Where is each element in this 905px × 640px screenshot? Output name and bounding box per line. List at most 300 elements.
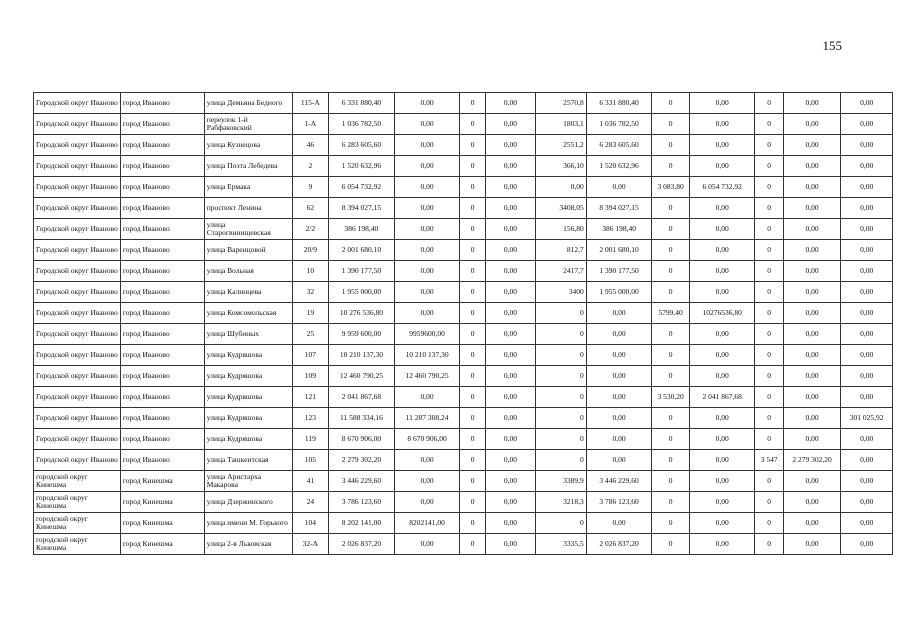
count-cell: 0: [460, 219, 485, 240]
area-cell: 0: [652, 282, 689, 303]
amount-cell: 0,00: [485, 261, 536, 282]
amount-cell: 0,00: [394, 534, 460, 555]
amount-cell: 0,00: [783, 177, 841, 198]
table-row: [34, 534, 893, 555]
municipality-cell: Городской округ Иваново: [34, 324, 121, 345]
area-cell: 0: [755, 345, 783, 366]
area-cell: 0: [536, 387, 587, 408]
table-row: [34, 177, 893, 198]
amount-cell: 0,00: [586, 345, 652, 366]
area-cell: 0: [652, 366, 689, 387]
total-cost-cell: 2 041 867,68: [329, 387, 395, 408]
area-cell: 812,7: [536, 240, 587, 261]
amount-cell: 0,00: [841, 303, 893, 324]
amount-cell: 0,00: [689, 429, 755, 450]
amount-cell: 3 446 229,60: [586, 471, 652, 492]
amount-cell: 9959600,00: [394, 324, 460, 345]
amount-cell: 0,00: [689, 534, 755, 555]
locality-cell: город Иваново: [120, 177, 204, 198]
locality-cell: город Иваново: [120, 114, 204, 135]
amount-cell: 0,00: [689, 135, 755, 156]
street-cell: улица Аристарха Макарова: [204, 471, 292, 492]
amount-cell: 10276536,80: [689, 303, 755, 324]
amount-cell: 0,00: [485, 513, 536, 534]
municipality-cell: Городской округ Иваново: [34, 303, 121, 324]
amount-cell: 0,00: [394, 240, 460, 261]
amount-cell: 11 287 308,24: [394, 408, 460, 429]
table-body: [34, 93, 893, 555]
total-cost-cell: 8 394 027,15: [329, 198, 395, 219]
amount-cell: 0,00: [394, 156, 460, 177]
house-number-cell: 123: [292, 408, 328, 429]
amount-cell: 301 025,92: [841, 408, 893, 429]
area-cell: 5799,40: [652, 303, 689, 324]
area-cell: 0: [536, 366, 587, 387]
house-number-cell: 25: [292, 324, 328, 345]
municipality-cell: Городской округ Иваново: [34, 177, 121, 198]
area-cell: 3 547: [755, 450, 783, 471]
amount-cell: 0,00: [485, 135, 536, 156]
house-number-cell: 109: [292, 366, 328, 387]
amount-cell: 0,00: [485, 198, 536, 219]
total-cost-cell: 10 276 536,80: [329, 303, 395, 324]
count-cell: 0: [460, 282, 485, 303]
area-cell: 0: [755, 198, 783, 219]
count-cell: 0: [460, 240, 485, 261]
area-cell: 0: [536, 429, 587, 450]
locality-cell: город Иваново: [120, 345, 204, 366]
amount-cell: 0,00: [485, 471, 536, 492]
house-number-cell: 10: [292, 261, 328, 282]
amount-cell: 1 955 000,00: [586, 282, 652, 303]
amount-cell: 0,00: [485, 429, 536, 450]
house-number-cell: 20/9: [292, 240, 328, 261]
amount-cell: 0,00: [841, 513, 893, 534]
area-cell: 0: [755, 156, 783, 177]
locality-cell: город Иваново: [120, 198, 204, 219]
total-cost-cell: 2 026 837,20: [329, 534, 395, 555]
area-cell: 0: [755, 471, 783, 492]
amount-cell: 2 041 867,68: [689, 387, 755, 408]
amount-cell: 0,00: [485, 303, 536, 324]
area-cell: 0: [652, 198, 689, 219]
amount-cell: 1 520 632,96: [586, 156, 652, 177]
municipality-cell: Городской округ Иваново: [34, 450, 121, 471]
street-cell: улица Комсомольская: [204, 303, 292, 324]
amount-cell: 0,00: [783, 198, 841, 219]
locality-cell: город Кинешма: [120, 534, 204, 555]
amount-cell: 0,00: [586, 429, 652, 450]
table-row: [34, 135, 893, 156]
amount-cell: 0,00: [586, 303, 652, 324]
area-cell: 2551,2: [536, 135, 587, 156]
amount-cell: 0,00: [394, 219, 460, 240]
amount-cell: 0,00: [841, 261, 893, 282]
area-cell: 156,80: [536, 219, 587, 240]
table-row: [34, 93, 893, 114]
amount-cell: 0,00: [689, 408, 755, 429]
amount-cell: 0,00: [783, 303, 841, 324]
amount-cell: 0,00: [841, 135, 893, 156]
area-cell: 0: [536, 345, 587, 366]
amount-cell: 0,00: [586, 366, 652, 387]
amount-cell: 0,00: [394, 492, 460, 513]
locality-cell: город Кинешма: [120, 492, 204, 513]
amount-cell: 0,00: [783, 240, 841, 261]
amount-cell: 0,00: [485, 366, 536, 387]
total-cost-cell: 6 054 732,92: [329, 177, 395, 198]
area-cell: 0: [755, 513, 783, 534]
area-cell: 0: [652, 471, 689, 492]
count-cell: 0: [460, 450, 485, 471]
count-cell: 0: [460, 366, 485, 387]
locality-cell: город Иваново: [120, 240, 204, 261]
area-cell: 0: [652, 450, 689, 471]
amount-cell: 0,00: [485, 345, 536, 366]
amount-cell: 2 026 837,20: [586, 534, 652, 555]
amount-cell: 12 460 790,25: [394, 366, 460, 387]
amount-cell: 0,00: [783, 282, 841, 303]
amount-cell: 10 210 137,30: [394, 345, 460, 366]
area-cell: 3 530,20: [652, 387, 689, 408]
area-cell: 0: [652, 240, 689, 261]
area-cell: 3389,9: [536, 471, 587, 492]
amount-cell: 0,00: [394, 471, 460, 492]
amount-cell: 2 279 302,20: [783, 450, 841, 471]
area-cell: 1803,1: [536, 114, 587, 135]
table-row: [34, 450, 893, 471]
municipality-cell: Городской округ Иваново: [34, 198, 121, 219]
street-cell: переулок 1-й Рабфаковский: [204, 114, 292, 135]
street-cell: улица Старогвинищевская: [204, 219, 292, 240]
table-row: [34, 198, 893, 219]
amount-cell: 0,00: [485, 324, 536, 345]
street-cell: улица Кудряшова: [204, 345, 292, 366]
amount-cell: 0,00: [485, 93, 536, 114]
count-cell: 0: [460, 177, 485, 198]
area-cell: 0: [755, 492, 783, 513]
amount-cell: 0,00: [586, 177, 652, 198]
amount-cell: 0,00: [485, 282, 536, 303]
area-cell: 0: [652, 135, 689, 156]
total-cost-cell: 8 202 141,00: [329, 513, 395, 534]
amount-cell: 386 198,40: [586, 219, 652, 240]
municipality-cell: Городской округ Иваново: [34, 429, 121, 450]
total-cost-cell: 10 210 137,30: [329, 345, 395, 366]
locality-cell: город Иваново: [120, 387, 204, 408]
amount-cell: 0,00: [689, 219, 755, 240]
amount-cell: 0,00: [689, 198, 755, 219]
area-cell: 0: [652, 93, 689, 114]
street-cell: улица Кудряшова: [204, 366, 292, 387]
amount-cell: 0,00: [689, 513, 755, 534]
locality-cell: город Иваново: [120, 261, 204, 282]
amount-cell: 0,00: [783, 261, 841, 282]
total-cost-cell: 12 460 790,25: [329, 366, 395, 387]
count-cell: 0: [460, 429, 485, 450]
amount-cell: 0,00: [689, 471, 755, 492]
amount-cell: 0,00: [783, 408, 841, 429]
area-cell: 0: [652, 324, 689, 345]
total-cost-cell: 6 283 605,60: [329, 135, 395, 156]
amount-cell: 0,00: [841, 198, 893, 219]
locality-cell: город Иваново: [120, 366, 204, 387]
area-cell: 0: [755, 135, 783, 156]
street-cell: улица Варенцовой: [204, 240, 292, 261]
count-cell: 0: [460, 135, 485, 156]
amount-cell: 0,00: [783, 135, 841, 156]
amount-cell: 0,00: [689, 114, 755, 135]
total-cost-cell: 1 036 782,50: [329, 114, 395, 135]
area-cell: 0,00: [536, 177, 587, 198]
locality-cell: город Иваново: [120, 282, 204, 303]
area-cell: 0: [536, 324, 587, 345]
amount-cell: 0,00: [485, 114, 536, 135]
area-cell: 0: [755, 303, 783, 324]
amount-cell: 1 390 177,50: [586, 261, 652, 282]
amount-cell: 0,00: [394, 93, 460, 114]
area-cell: 3 083,80: [652, 177, 689, 198]
amount-cell: 8202141,00: [394, 513, 460, 534]
total-cost-cell: 2 279 302,20: [329, 450, 395, 471]
street-cell: улица Шубиных: [204, 324, 292, 345]
municipality-cell: Городской округ Иваново: [34, 261, 121, 282]
amount-cell: 0,00: [841, 450, 893, 471]
amount-cell: 0,00: [485, 492, 536, 513]
count-cell: 0: [460, 534, 485, 555]
amount-cell: 0,00: [841, 387, 893, 408]
municipality-cell: городской округ Кинешма: [34, 471, 121, 492]
total-cost-cell: 386 198,40: [329, 219, 395, 240]
house-number-cell: 32: [292, 282, 328, 303]
amount-cell: 0,00: [841, 534, 893, 555]
municipality-cell: городской округ Кинешма: [34, 513, 121, 534]
municipality-cell: Городской округ Иваново: [34, 156, 121, 177]
amount-cell: 0,00: [689, 450, 755, 471]
locality-cell: город Иваново: [120, 324, 204, 345]
total-cost-cell: 3 786 123,60: [329, 492, 395, 513]
locality-cell: город Кинешма: [120, 513, 204, 534]
amount-cell: 0,00: [689, 261, 755, 282]
amount-cell: 0,00: [783, 387, 841, 408]
municipality-cell: Городской округ Иваново: [34, 387, 121, 408]
table-row: [34, 513, 893, 534]
amount-cell: 0,00: [394, 114, 460, 135]
table-row: [34, 387, 893, 408]
amount-cell: 0,00: [689, 93, 755, 114]
table-row: [34, 156, 893, 177]
count-cell: 0: [460, 471, 485, 492]
house-number-cell: 119: [292, 429, 328, 450]
amount-cell: 0,00: [783, 345, 841, 366]
table-row: [34, 471, 893, 492]
area-cell: 3400: [536, 282, 587, 303]
municipality-cell: Городской округ Иваново: [34, 135, 121, 156]
house-number-cell: 2/2: [292, 219, 328, 240]
amount-cell: 3 786 123,60: [586, 492, 652, 513]
amount-cell: 0,00: [586, 513, 652, 534]
amount-cell: 0,00: [485, 240, 536, 261]
area-cell: 3218,3: [536, 492, 587, 513]
house-number-cell: 1-А: [292, 114, 328, 135]
amount-cell: 8 670 906,00: [394, 429, 460, 450]
amount-cell: 0,00: [689, 366, 755, 387]
amount-cell: 0,00: [783, 471, 841, 492]
amount-cell: 1 036 782,50: [586, 114, 652, 135]
amount-cell: 0,00: [394, 387, 460, 408]
area-cell: 0: [536, 303, 587, 324]
amount-cell: 0,00: [841, 345, 893, 366]
house-number-cell: 2: [292, 156, 328, 177]
table-row: [34, 282, 893, 303]
area-cell: 0: [652, 261, 689, 282]
amount-cell: 0,00: [394, 177, 460, 198]
street-cell: улица имени М. Горького: [204, 513, 292, 534]
amount-cell: 0,00: [485, 156, 536, 177]
municipality-cell: Городской округ Иваново: [34, 219, 121, 240]
house-number-cell: 115-А: [292, 93, 328, 114]
total-cost-cell: 1 390 177,50: [329, 261, 395, 282]
area-cell: 0: [652, 513, 689, 534]
amount-cell: 6 283 605,60: [586, 135, 652, 156]
table-row: [34, 492, 893, 513]
municipality-cell: Городской округ Иваново: [34, 345, 121, 366]
amount-cell: 0,00: [485, 177, 536, 198]
amount-cell: 0,00: [485, 219, 536, 240]
count-cell: 0: [460, 513, 485, 534]
page-number: 155: [822, 38, 842, 53]
street-cell: улица Кузнецова: [204, 135, 292, 156]
municipality-cell: Городской округ Иваново: [34, 282, 121, 303]
municipality-cell: городской округ Кинешма: [34, 492, 121, 513]
area-cell: 0: [755, 324, 783, 345]
area-cell: 0: [755, 366, 783, 387]
total-cost-cell: 3 446 229,60: [329, 471, 395, 492]
amount-cell: 0,00: [841, 429, 893, 450]
amount-cell: 0,00: [783, 219, 841, 240]
amount-cell: 8 394 027,15: [586, 198, 652, 219]
street-cell: улица Дзержинского: [204, 492, 292, 513]
municipality-cell: Городской округ Иваново: [34, 240, 121, 261]
area-cell: 0: [755, 261, 783, 282]
amount-cell: 0,00: [689, 492, 755, 513]
amount-cell: 0,00: [841, 492, 893, 513]
count-cell: 0: [460, 93, 485, 114]
amount-cell: 0,00: [689, 156, 755, 177]
amount-cell: 0,00: [841, 471, 893, 492]
count-cell: 0: [460, 114, 485, 135]
area-cell: 0: [652, 219, 689, 240]
amount-cell: 0,00: [586, 324, 652, 345]
area-cell: 0: [755, 282, 783, 303]
amount-cell: 0,00: [783, 114, 841, 135]
street-cell: улица 2-я Льковская: [204, 534, 292, 555]
area-cell: 3408,05: [536, 198, 587, 219]
area-cell: 0: [652, 345, 689, 366]
total-cost-cell: 9 959 600,00: [329, 324, 395, 345]
area-cell: 0: [755, 114, 783, 135]
amount-cell: 0,00: [394, 198, 460, 219]
area-cell: 0: [755, 408, 783, 429]
area-cell: 2417,7: [536, 261, 587, 282]
house-number-cell: 107: [292, 345, 328, 366]
amount-cell: 2 001 680,10: [586, 240, 652, 261]
amount-cell: 0,00: [394, 450, 460, 471]
amount-cell: 0,00: [841, 282, 893, 303]
area-cell: 0: [755, 219, 783, 240]
total-cost-cell: 8 670 906,00: [329, 429, 395, 450]
count-cell: 0: [460, 408, 485, 429]
house-number-cell: 9: [292, 177, 328, 198]
area-cell: 0: [652, 492, 689, 513]
locality-cell: город Иваново: [120, 303, 204, 324]
area-cell: 0: [652, 156, 689, 177]
area-cell: 2570,8: [536, 93, 587, 114]
count-cell: 0: [460, 198, 485, 219]
house-number-cell: 24: [292, 492, 328, 513]
street-cell: улица Демьяна Бедного: [204, 93, 292, 114]
municipality-cell: Городской округ Иваново: [34, 408, 121, 429]
count-cell: 0: [460, 324, 485, 345]
house-number-cell: 46: [292, 135, 328, 156]
amount-cell: 0,00: [689, 345, 755, 366]
amount-cell: 0,00: [841, 366, 893, 387]
municipality-cell: Городской округ Иваново: [34, 114, 121, 135]
street-cell: улица Кудряшова: [204, 387, 292, 408]
street-cell: улица Вольная: [204, 261, 292, 282]
total-cost-cell: 1 520 632,96: [329, 156, 395, 177]
amount-cell: 0,00: [783, 93, 841, 114]
area-cell: 0: [652, 534, 689, 555]
count-cell: 0: [460, 303, 485, 324]
table-row: [34, 240, 893, 261]
count-cell: 0: [460, 261, 485, 282]
locality-cell: город Иваново: [120, 450, 204, 471]
area-cell: 0: [755, 240, 783, 261]
street-cell: улица Поэта Лебедева: [204, 156, 292, 177]
amount-cell: 0,00: [394, 303, 460, 324]
amount-cell: 0,00: [841, 156, 893, 177]
table-row: [34, 303, 893, 324]
street-cell: улица Ермака: [204, 177, 292, 198]
amount-cell: 0,00: [586, 408, 652, 429]
amount-cell: 0,00: [394, 282, 460, 303]
count-cell: 0: [460, 345, 485, 366]
table-row: [34, 366, 893, 387]
amount-cell: 0,00: [394, 135, 460, 156]
amount-cell: 0,00: [841, 93, 893, 114]
municipality-cell: Городской округ Иваново: [34, 366, 121, 387]
amount-cell: 0,00: [783, 324, 841, 345]
amount-cell: 0,00: [485, 408, 536, 429]
street-cell: улица Ташкентская: [204, 450, 292, 471]
amount-cell: 0,00: [841, 324, 893, 345]
amount-cell: 0,00: [783, 534, 841, 555]
table-row: [34, 429, 893, 450]
amount-cell: 0,00: [586, 387, 652, 408]
amount-cell: 0,00: [841, 114, 893, 135]
amount-cell: 0,00: [689, 240, 755, 261]
total-cost-cell: 1 955 000,00: [329, 282, 395, 303]
house-number-cell: 104: [292, 513, 328, 534]
table-row: [34, 345, 893, 366]
locality-cell: город Кинешма: [120, 471, 204, 492]
amount-cell: 6 331 880,40: [586, 93, 652, 114]
total-cost-cell: 6 331 880,40: [329, 93, 395, 114]
amount-cell: 0,00: [586, 450, 652, 471]
area-cell: 0: [652, 429, 689, 450]
table-row: [34, 219, 893, 240]
